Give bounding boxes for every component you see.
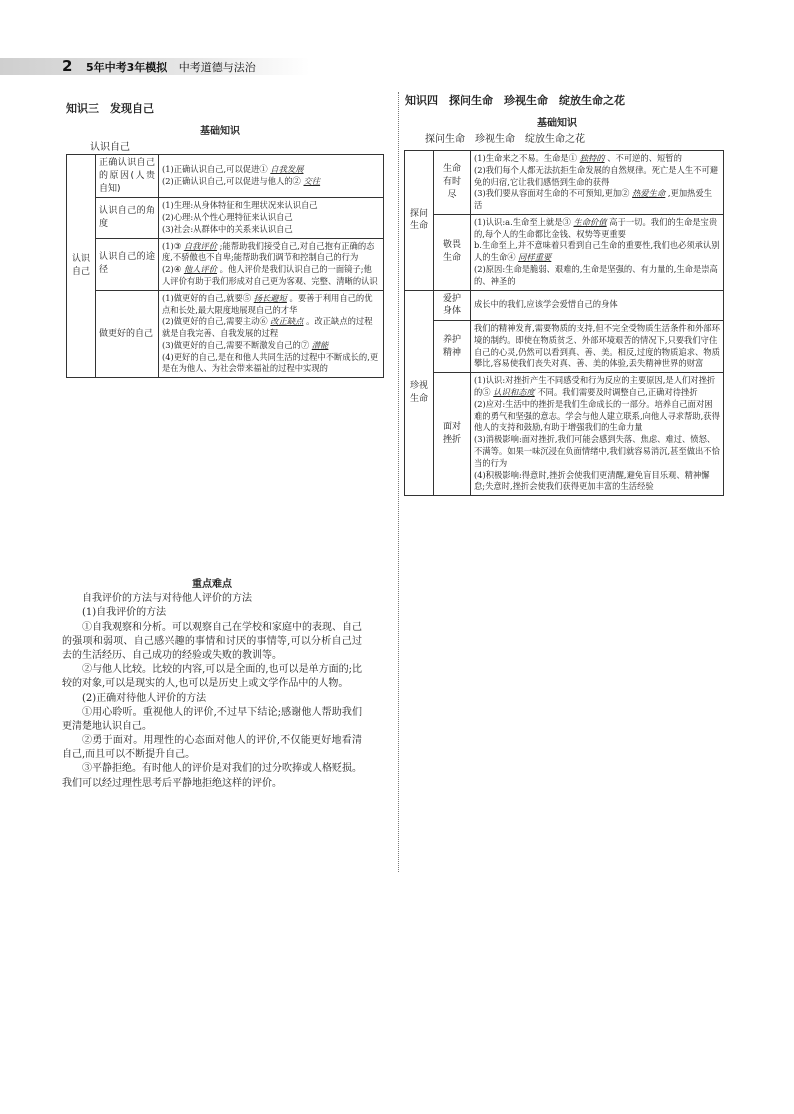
table-row [67, 198, 384, 238]
answer-fill: 扬长避短 [253, 292, 287, 303]
table-row [67, 155, 384, 198]
basic-knowledge-label: 基础知识 [200, 126, 240, 137]
table-row [405, 290, 724, 321]
section-title-3: 知识三 发现自己 [66, 102, 154, 115]
column-divider [398, 92, 399, 872]
answer-fill: 他人评价 [183, 264, 218, 275]
paragraph: ③平静拒绝。有时他人的评价是对我们的过分吹捧或人格贬损。我们可以经过理性思考后平静地拒绝这样的评价。 [62, 763, 362, 789]
table-row [405, 373, 724, 496]
section-title-4: 知识四 探问生命 珍视生命 绽放生命之花 [405, 94, 625, 107]
table-row [67, 290, 384, 377]
content-cell: (1)做更好的自己,就要⑤ 扬长避短 。要善于利用自己的优点和长处,最大限度地展现自己的才华 (2)做更好的自己,需要主动⑥ 改正缺点 。改正缺点的过程就是自我完善、自我发展的过程 (3)做更好的自己,需要不断激发自己的⑦ 潜能 (4)更好的自己,是在和他人共同生活的过程中不断成长的,更是在为他人、为社会带来福祉的过程中实现的 [159, 290, 384, 377]
subject-title: 中考道德与法治 [178, 61, 256, 74]
subcategory-cell: 生命 有时 尽 [434, 151, 471, 215]
answer-fill: 自我发展 [270, 164, 304, 175]
basic-knowledge-label-r: 基础知识 [537, 118, 577, 129]
knowledge-table-self [66, 154, 384, 378]
content-cell: (1)生理:从身体特征和生理状况来认识自己 (2)心理:从个性心理特征来认识自己 (3)社会:从群体中的关系来认识自己 [159, 198, 384, 238]
subcategory-cell: 正确认识自己的原因(人贵自知) [96, 155, 159, 198]
answer-fill: 独特的 [579, 153, 605, 163]
subcategory-cell: 敬畏 生命 [434, 214, 471, 290]
subcategory-cell: 认识自己的角度 [96, 198, 159, 238]
paragraph: ①用心聆听。重视他人的评价,不过早下结论;感谢他人帮助我们更清楚地认识自己。 [62, 706, 362, 732]
table-row [405, 321, 724, 373]
subcategory-cell: 认识自己的途径 [96, 238, 159, 290]
book-title: 5年中考3年模拟 [85, 61, 168, 74]
answer-fill: 认识和态度 [493, 387, 535, 398]
subcategory-cell: 爱护 身体 [434, 290, 471, 321]
answer-fill: 自我评价 [183, 240, 218, 251]
paragraph: (1)自我评价的方法 [82, 607, 167, 619]
key-points-label: 重点难点 [192, 579, 232, 590]
answer-fill: 同样重要 [518, 252, 552, 263]
category-cell: 认识 自己 [67, 155, 96, 378]
answer-fill: 热爱生命 [632, 188, 666, 199]
topic-label: 认识自己 [90, 142, 130, 153]
key-points-block [62, 578, 362, 791]
content-cell: (1)生命来之不易。生命是① 独特的 、不可逆的、短暂的 (2)我们每个人都无法抗拒生命发展的自然规律。死亡是人生不可避免的归宿,它让我们感悟到生命的获得 (3)我们要从容面对生命的不可预知,更加② 热爱生命 ,更加热爱生活 [471, 151, 724, 215]
content-cell: 成长中的我们,应该学会爱惜自己的身体 [471, 290, 724, 321]
page-number: 2 [62, 57, 73, 75]
category-cell: 珍视 生命 [405, 290, 434, 495]
content-cell: 我们的精神发育,需要物质的支持,但不完全受物质生活条件和外部环境的制约。即使在物质贫乏、外部环境艰苦的情况下,只要我们守住自己的心灵,仍然可以看到真、善、美。相反,过度的物质追求、物质攀比,容易使我们丧失对真、善、美的体验,丢失精神世界的财富 [471, 321, 724, 373]
paragraph: ②与他人比较。比较的内容,可以是全面的,也可以是单方面的;比较的对象,可以是现实的人,也可以是历史上或文学作品中的人物。 [62, 664, 362, 690]
paragraph: ②勇于面对。用理性的心态面对他人的评价,不仅能更好地看清自己,而且可以不断提升自己。 [62, 735, 362, 761]
subcategory-cell: 做更好的自己 [96, 290, 159, 377]
answer-fill: 交往 [303, 176, 321, 187]
table-row [405, 151, 724, 215]
paragraph: (2)正确对待他人评价的方法 [82, 692, 207, 704]
table-row [67, 238, 384, 290]
category-cell: 探问 生命 [405, 151, 434, 291]
content-cell: (1)认识:a.生命至上就是③ 生命价值 高于一切。我们的生命是宝贵的,每个人的生命都比金钱、权势等更重要 b.生命至上,并不意味着只看到自己生命的重要性,我们也必须承认别人的生命④ 同样重要 (2)原因:生命是脆弱、艰难的,生命是坚强的、有力量的,生命是崇高的、神圣的 [471, 214, 724, 290]
knowledge-table-life [404, 150, 724, 496]
answer-fill: 生命价值 [573, 216, 607, 227]
content-cell: (1)认识:对挫折产生不同感受和行为反应的主要原因,是人们对挫折的⑤ 认识和态度 不同。我们需要及时调整自己,正确对待挫折 (2)应对:生活中的挫折是我们生命成长的一部分。培养自己面对困难的勇气和坚强的意志。学会与他人建立联系,向他人寻求帮助,获得他人的支持和鼓励,有助于增强我们的生命力量 (3)消极影响:面对挫折,我们可能会感到失落、焦虑、难过、愤怒、不满等。如果一味沉浸在负面情绪中,我们就容易消沉,甚至做出不恰当的行为 (4)积极影响:得意时,挫折会使我们更清醒,避免盲目乐观、精神懈怠;失意时,挫折会使我们获得更加丰富的生活经验 [471, 373, 724, 496]
key-points-topic: 自我评价的方法与对待他人评价的方法 [82, 593, 252, 605]
content-cell: (1)③ 自我评价 ;能帮助我们接受自己,对自己抱有正确的态度,不骄傲也不自卑;能帮助我们调节和控制自己的行为 (2)④ 他人评价 。他人评价是我们认识自己的一面镜子;他人评价有助于我们形成对自己更为客观、完整、清晰的认识 [159, 238, 384, 290]
page-header [62, 57, 256, 75]
answer-fill: 潜能 [311, 339, 329, 350]
topic-label-r: 探问生命 珍视生命 绽放生命之花 [425, 134, 585, 145]
subcategory-cell: 面对 挫折 [434, 373, 471, 496]
answer-fill: 改正缺点 [270, 316, 304, 327]
subcategory-cell: 养护 精神 [434, 321, 471, 373]
paragraph: ①自我观察和分析。可以观察自己在学校和家庭中的表现、自己的强项和弱项、自己感兴趣的事情和讨厌的事情等,可以分析自己过去的生活经历、自己成功的经验或失败的教训等。 [62, 621, 362, 661]
table-row [405, 214, 724, 290]
content-cell: (1)正确认识自己,可以促进① 自我发展 (2)正确认识自己,可以促进与他人的② 交往 [159, 155, 384, 198]
